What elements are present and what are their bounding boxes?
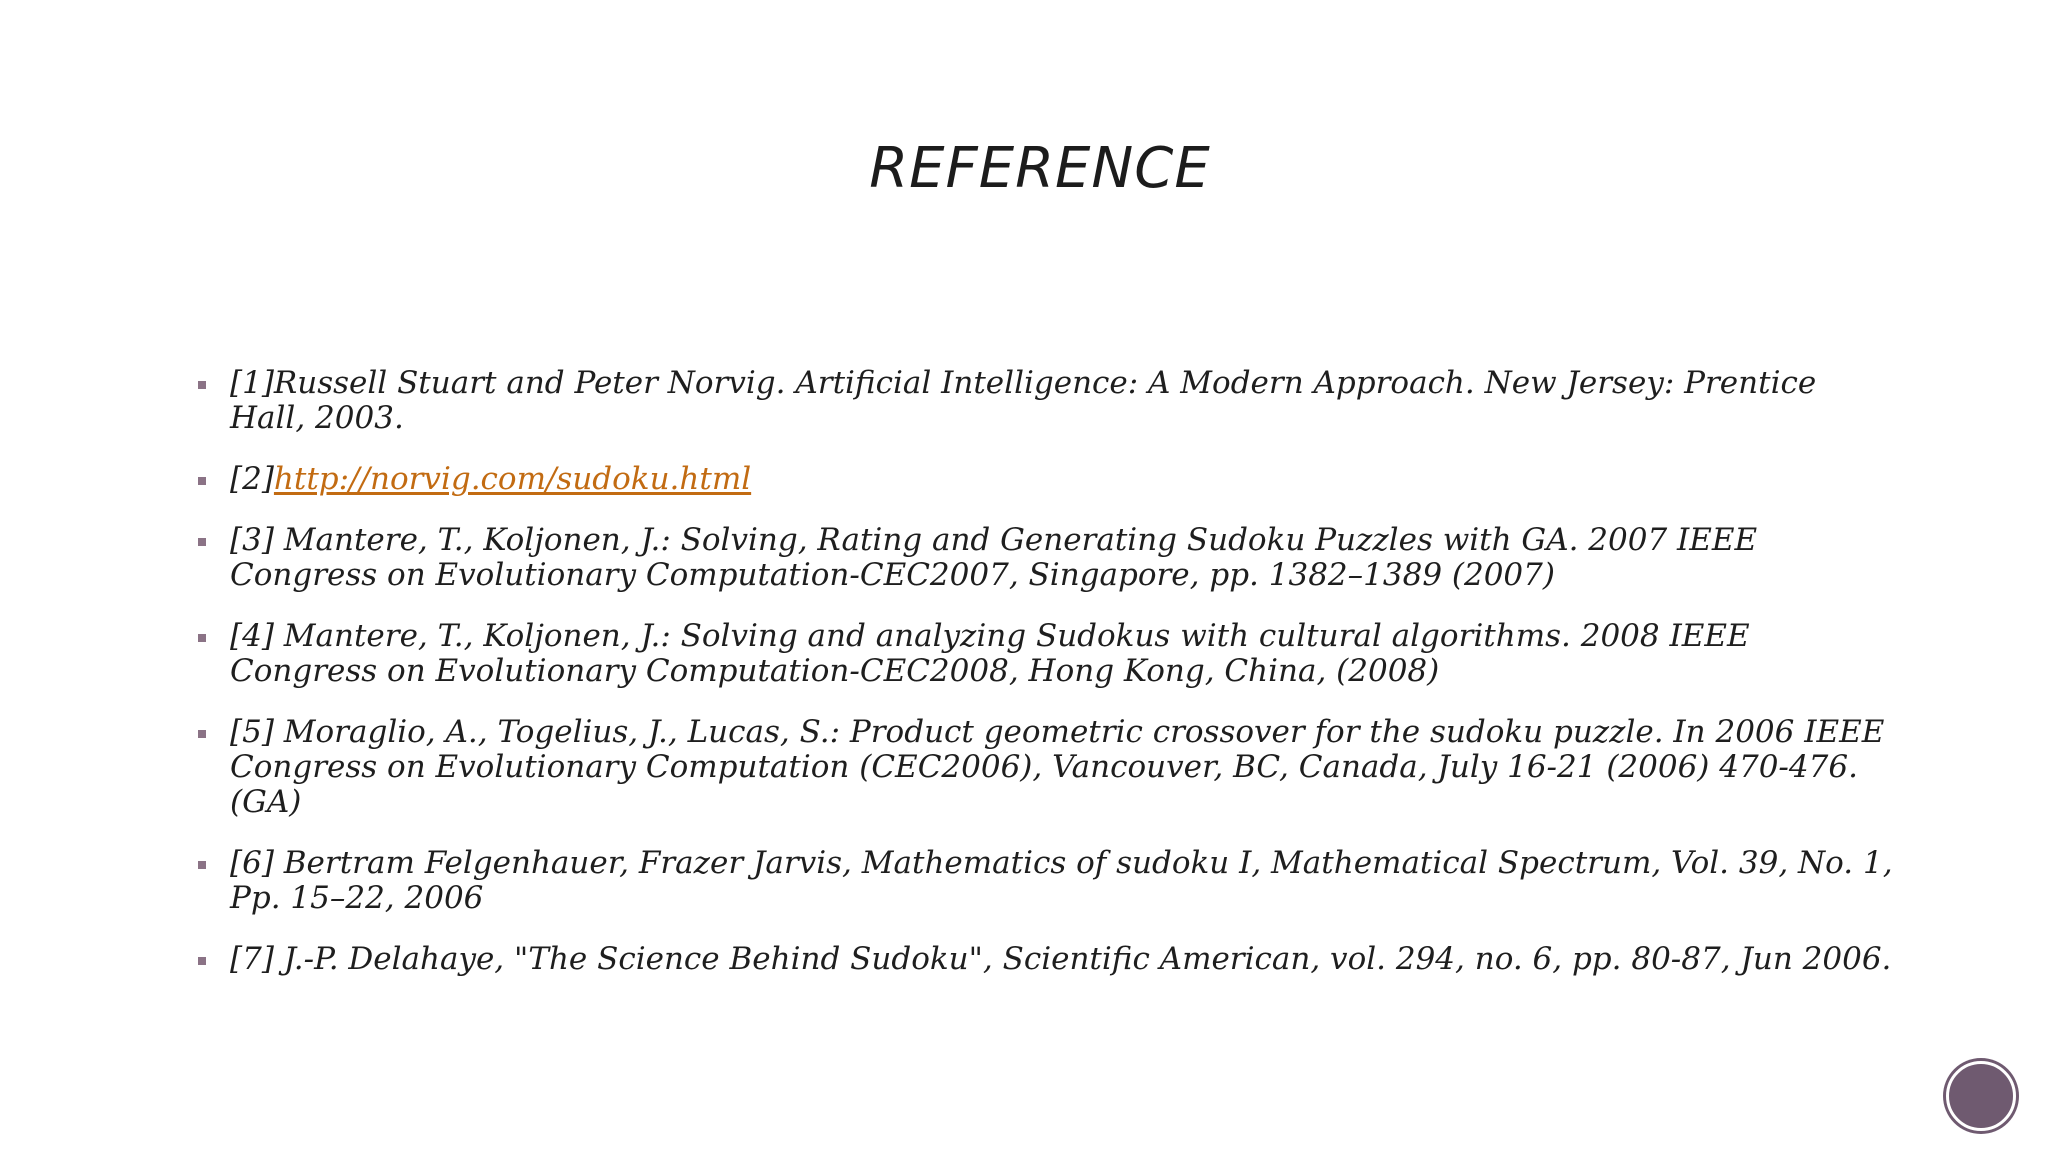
circle-nav-icon[interactable] bbox=[1946, 1061, 2016, 1131]
reference-list bbox=[196, 366, 1896, 1003]
bullet-icon bbox=[198, 957, 206, 965]
reference-item-1 bbox=[196, 366, 1896, 436]
bullet-icon bbox=[198, 730, 206, 738]
reference-item-5 bbox=[196, 715, 1896, 820]
reference-text: [5] Moraglio, A., Togelius, J., Lucas, S.: Product geometric crossover for the sudoku puzzle. In 2006 IEEE Congress on Evolutionary Computation (CEC2006), Vancouver, BC, Canada, July 16-21 (2006) 470-476. (GA) bbox=[230, 714, 1885, 820]
reference-text: [7] J.-P. Delahaye, "The Science Behind Sudoku", Scientific American, vol. 294, no. 6, pp. 80-87, Jun 2006. bbox=[230, 941, 1892, 977]
reference-text: [6] Bertram Felgenhauer, Frazer Jarvis, Mathematics of sudoku I, Mathematical Spectrum, Vol. 39, No. 1, Pp. 15–22, 2006 bbox=[230, 845, 1893, 916]
bullet-icon bbox=[198, 477, 206, 485]
reference-prefix: [2] bbox=[230, 461, 274, 497]
reference-text: [1]Russell Stuart and Peter Norvig. Artificial Intelligence: A Modern Approach. New Jersey: Prentice Hall, 2003. bbox=[230, 365, 1817, 436]
bullet-icon bbox=[198, 634, 206, 642]
reference-item-3 bbox=[196, 523, 1896, 593]
bullet-icon bbox=[198, 381, 206, 389]
reference-item-7 bbox=[196, 942, 1896, 977]
reference-text: [3] Mantere, T., Koljonen, J.: Solving, Rating and Generating Sudoku Puzzles with GA. 2007 IEEE Congress on Evolutionary Computation-CEC2007, Singapore, pp. 1382–1389 (2007) bbox=[230, 522, 1758, 593]
reference-item-4 bbox=[196, 619, 1896, 689]
bullet-icon bbox=[198, 538, 206, 546]
reference-text: [4] Mantere, T., Koljonen, J.: Solving and analyzing Sudokus with cultural algorithms. 2008 IEEE Congress on Evolutionary Computation-CEC2008, Hong Kong, China, (2008) bbox=[230, 618, 1750, 689]
slide-title: REFERENCE bbox=[869, 136, 1211, 201]
reference-item-6 bbox=[196, 846, 1896, 916]
bullet-icon bbox=[198, 861, 206, 869]
reference-item-2 bbox=[196, 462, 1896, 497]
reference-link[interactable]: http://norvig.com/sudoku.html bbox=[273, 461, 752, 497]
